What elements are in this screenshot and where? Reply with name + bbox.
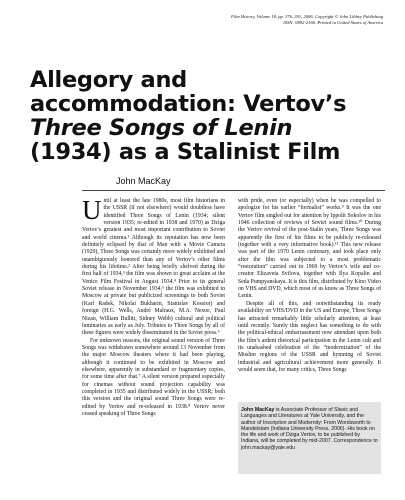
paragraph (82, 195, 225, 338)
bio-text: is Associate Professor of Slavic and Languages and Literatures at Yale University, and the author of Inscription and Modernity: From Wordsworth to Mandelstam (Indiana University Press, 2006). His book on the life and work of Dziga Vertov, to be published by Indiana, will be completed by mid-2007. Correspondence to john.mackay@yale.edu (241, 407, 378, 451)
paragraph: For unknown reasons, the original sound version of Three Songs was withdrawn somewhere around 13 November from the major Moscow theaters where it had been playing, although it continued to be exhibited in Moscow and elsewhere, apparently in substandard or fragmentary copies, for some time after that.⁷ A silent version prepared especially for cinemas without sound projection capability was completed in 1935 and distributed widely in the USSR; both this version and the original sound Three Songs were re-edited by Vertov and re-released in 1938.⁸ Vertov never ceased speaking of Three Songs (82, 337, 225, 417)
journal-header (133, 14, 383, 25)
journal-citation: Film History, Volume 18, pp. 376–391, 2006. Copyright © John Libbey Publishing (230, 14, 383, 19)
paragraph: with pride, even (or especially) when he was compelled to apologize for his earlier “formalist” works.⁹ It was the one Vertov film singled out for attention by Ippolit Sokolov in his 1946 collection of reviews of Soviet sound films.¹⁰ During the Vertov revival of the post-Stalin years, Three Songs was apparently the first of his films to be publicly re-released (together with a very informative book).¹¹ This new release was part of the 1970 Lenin centenary, and took place only after the film was subjected to a most problematic “restoration” carried out in 1969 by Vertov’s wife and co-creator Elizaveta Svilova, together with Ilya Kopalin and Seda Pumpyanskaya. It is this film, distributed by Kino Video on VHS and DVD, which most of us know as Three Songs of Lenin. (238, 198, 381, 300)
title-film-name: Three Songs of Lenin (30, 115, 293, 141)
text-column-left (82, 195, 225, 418)
paragraph-text: ntil at least the late 1980s, most film historians in the USSR (if not elsewhere) would doubtless have identified Three Songs of Lenin (1934; silent version 1935; re-edited in 1938 and 1970) as Dziga Vertov’s greatest and most important contribution to Soviet and world cinema.¹ Although its reputation has now been definitely eclipsed by that of Man with a Movie Camera (1929), Three Songs was certainly more widely exhibited and unambiguously honored than any of Vertov’s other films during his lifetime.² After being briefly shelved during the first half of 1934,³ the film was shown to great acclaim at the Venice Film Festival in August 1934.⁴ Prior to its general Soviet release in November 1934,⁵ the film was exhibited in Moscow at private but publicized screenings to both Soviet (Karl Radek, Nikolai Bukharin, Stanislav Kossior) and foreign (H.G. Wells, André Malraux, M.A. Nexoe, Paul Nizan, William Bullitt, Sidney Webb) cultural and political luminaries as early as July. Tributes to Three Songs by all of these figures were widely disseminated in the Soviet press.⁶ (82, 198, 225, 337)
drop-cap: U (82, 195, 102, 225)
author-name: John MacKay (116, 176, 171, 186)
bio-name: John MacKay (241, 407, 275, 413)
title-part-2: (1934) as a Stalinist Film (30, 139, 341, 165)
article-title (30, 68, 380, 164)
author-bio-box (238, 402, 381, 474)
text-column-right (238, 198, 381, 374)
paragraph: Despite all of this, and notwithstanding its ready availability on VHS/DVD in the US and Europe, Three Songs has attracted remarkably little scholarly attention, at least until recently. Surely this neglect has something to do with the political-ethical embarrassment now attendant upon both the film’s ardent rhetorical participation in the Lenin cult and its unabashed celebration of the “modernization” of the Muslim regions of the USSR and hymning of Soviet industrial and agricultural achievement more generally. It would seem that, for many critics, Three Songs (238, 300, 381, 373)
title-part-1: Allegory and accommodation: Vertov’s (30, 67, 347, 117)
header-rule (82, 190, 385, 191)
journal-issn: ISSN: 0892-2160. Printed in United States of America (283, 19, 383, 25)
